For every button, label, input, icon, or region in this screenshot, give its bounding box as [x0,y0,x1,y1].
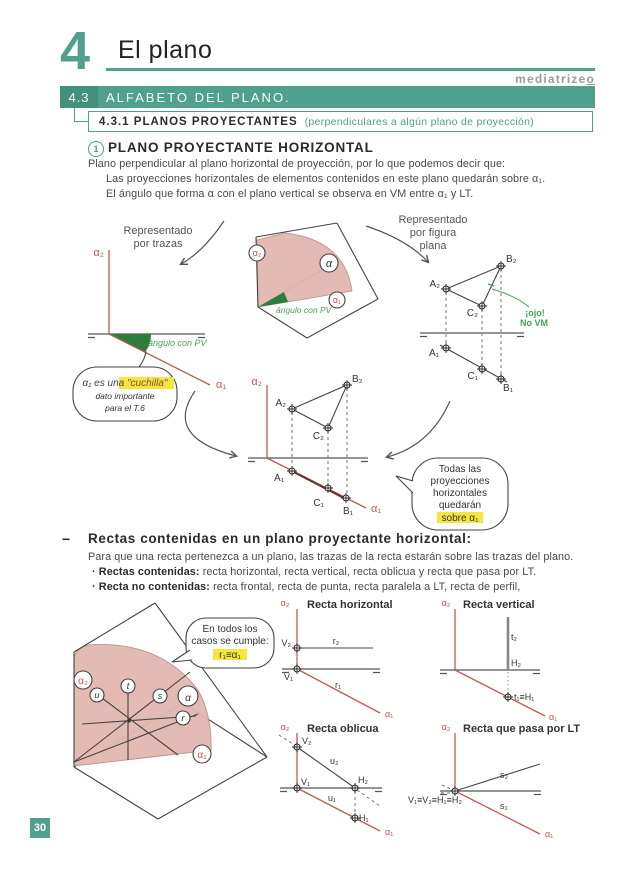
mini-title-vertical: Recta vertical [463,599,535,611]
point-label-V2: V₂ [302,736,312,746]
point-label-B2: B₂ [352,374,363,385]
point-label-B2: B₂ [506,254,517,265]
bubble-highlight-text: sobre α₁ [441,513,479,524]
point-label-C2: C₂ [312,431,324,442]
bubble-highlight-text: "cuchilla" [127,378,168,389]
caption-plana-line3: plana [419,240,447,252]
point-label-H2: H₂ [358,775,368,785]
center-point [127,719,130,722]
upper-diagrams [0,205,623,535]
chapter-title: El plano [118,36,213,64]
alpha2-label: α₂ [252,248,262,258]
lt-line [420,333,524,337]
alpha1-label: α₁ [385,709,394,719]
subsection-number: 4.3.1 [99,115,130,128]
arrow-left [185,391,236,456]
horizontal-projection-on-alpha1 [292,471,346,499]
subsection-note: (perpendiculares a algún plano de proyección) [304,115,535,128]
line-label-u1: u₁ [328,793,337,803]
angulo-con-pv-label: ángulo con PV [276,305,332,315]
point-label-C1: C₁ [313,498,324,509]
alpha2-label: α₂ [280,722,290,732]
topic2-dash: − [62,531,71,547]
point-label-A2: A₂ [429,279,440,290]
subsection-box [88,111,593,132]
u2-extension-dash [279,735,293,744]
alpha1-label: α₁ [332,295,342,305]
line-label-s2: s₂ [500,770,508,780]
mini-title-lt: Recta que pasa por LT [463,723,581,735]
u2-extension-dash2 [357,790,380,806]
mini-title-horizontal: Recta horizontal [307,599,393,611]
section-banner [60,86,595,108]
point-label-V1: V₁ [283,672,293,682]
topic2-title: Rectas contenidas en un plano proyectante horizontal: [88,531,472,546]
recta-lt-diagram [408,722,580,839]
alpha1-label: α₁ [371,503,382,515]
topic1-title: PLANO PROYECTANTE HORIZONTAL [108,140,374,155]
topic2-item2-label: · Recta no contenidas: [92,581,210,593]
chapter-number: 4 [60,21,91,81]
brand-main: mediatrize [515,72,587,86]
bubble-line2: dato importante [95,391,155,401]
bubble-highlight-text: r₁≡α₁ [219,650,241,661]
point-label-B1: B₁ [503,383,514,394]
point-label-A1: A₁ [428,348,439,359]
bubble-tail [396,476,413,493]
point-label-B1: B₁ [342,506,354,517]
topic1-point1: Las proyecciones horizontales de elementos contenidos en este plano quedarán sobre α₁. [106,173,546,185]
line-r-label: r [181,713,185,723]
section-number: 4.3 [60,86,98,108]
alpha2-label: α₂ [441,722,451,732]
ojo-label-line1: ¡ojo! [525,308,545,318]
point-label-C1: C₁ [467,371,478,382]
bubble-line2: proyecciones [430,476,490,487]
bubble-line2: casos se cumple: [191,636,269,647]
topic1-point2: El ángulo que forma α con el plano vertical se observa en VM entre α₁ y LT. [106,188,474,200]
line-label-s1: s₁ [500,801,508,811]
line-s2 [455,764,540,791]
connector-line [74,121,89,122]
topic2-intro: Para que una recta pertenezca a un plano, las trazas de la recta estarán sobre las trazas del plano. [88,551,574,563]
subsection-title [99,116,298,128]
origin-dashes [441,785,451,793]
figura-plana-diagram [420,254,548,394]
line-label-r1: r₁ [334,680,342,690]
bubble-line1 [83,378,168,389]
line-label-r2: r₂ [332,636,340,646]
recta-vertical-diagram [440,598,557,722]
bubble-tail [172,650,192,662]
alpha1-label: α₁ [197,750,207,761]
caption-trazas-line1: Representado [123,225,193,237]
line-label-u2: u₂ [330,756,339,766]
alpha-label: α [185,693,191,704]
cuchilla-bubble [73,346,177,421]
title-rule [106,68,595,71]
subsection-name: PLANOS PROYECTANTES [133,115,298,128]
point-label-V2: V₂ [281,638,291,648]
cumple-bubble [172,618,274,668]
page-number: 30 [30,818,50,838]
corner-3d-small [249,223,378,338]
alpha1-label: α₁ [385,827,394,837]
line-label-t2: t₂ [511,632,517,642]
alpha2-label: α₂ [93,247,104,259]
line-s-label: s [157,691,163,701]
recta-horizontal-diagram [281,598,394,719]
lt-line [248,458,368,462]
coincident-points-label: V₁≡V₂≡H₁≡H₂ [408,795,462,805]
topic2-item1 [92,566,536,578]
topic1-intro: Plano perpendicular al plano horizontal de proyección, por lo que podemos decir que: [88,158,506,170]
caption-plana-line1: Representado [398,214,468,226]
alpha1-r1-line [297,669,380,713]
recta-oblicua-diagram [279,722,393,837]
ojo-tick [488,284,494,286]
point-label-t1H1: t₁≡H₁ [514,692,535,702]
topic2-item2-text: recta frontal, recta de punta, recta paralela a LT, recta de perfil, [209,581,521,593]
point-label-H1: H₁ [359,813,369,823]
alpha1-s1-line [455,791,540,834]
brand-o: o [586,72,595,86]
line-t-label: t [126,681,130,691]
alpha2-label: α₂ [251,376,262,388]
alpha2-label: α₂ [441,598,451,608]
bubble-line4: quedarán [438,500,482,511]
point-label-A2: A₂ [275,398,286,409]
lower-diagrams [0,592,623,857]
bubble-line3: horizontales [433,488,487,499]
angulo-con-pv-label: ángulo con PV [148,338,207,348]
todas-bubble [396,458,508,530]
topic1-badge: 1 [88,141,104,157]
alpha1-u1-line [297,788,380,831]
bubble-text: α₁ es una [82,378,127,389]
alpha1-label: α₁ [216,379,227,391]
topic2-item1-text: recta horizontal, recta vertical, recta oblicua y recta que pasa por LT. [199,566,537,578]
brand-logo [430,72,595,86]
topic2-item1-label: · Rectas contenidas: [92,566,200,578]
alpha-label: α [325,258,333,270]
alpha1-label: α₁ [545,829,554,839]
alpha2-label: α₂ [280,598,290,608]
bubble-line1: Todas las [438,464,482,475]
section-title: ALFABETO DEL PLANO. [106,89,291,105]
arrow-right [387,401,450,457]
ojo-label-line2: No VM [520,318,548,328]
point-label-H2: H₂ [511,658,521,668]
ojo-leader-line [492,289,529,307]
line-u-label: u [94,690,100,700]
alpha2-label: α₂ [78,676,88,687]
point-label-C2: C₂ [466,308,478,319]
combined-diagram [185,374,450,517]
point-label-V1: V₁ [301,777,311,787]
bubble-line3: para el T.6 [105,403,145,413]
triangle-vertical-projection [292,385,347,428]
bubble-line1: En todos los [202,624,258,635]
caption-trazas-line2: por trazas [133,238,183,250]
point-label-A1: A₁ [273,473,284,484]
mini-title-oblicua: Recta oblicua [307,723,379,735]
caption-plana-line2: por figura [409,227,457,239]
connector-line [74,108,75,122]
alpha1-label: α₁ [549,712,558,722]
